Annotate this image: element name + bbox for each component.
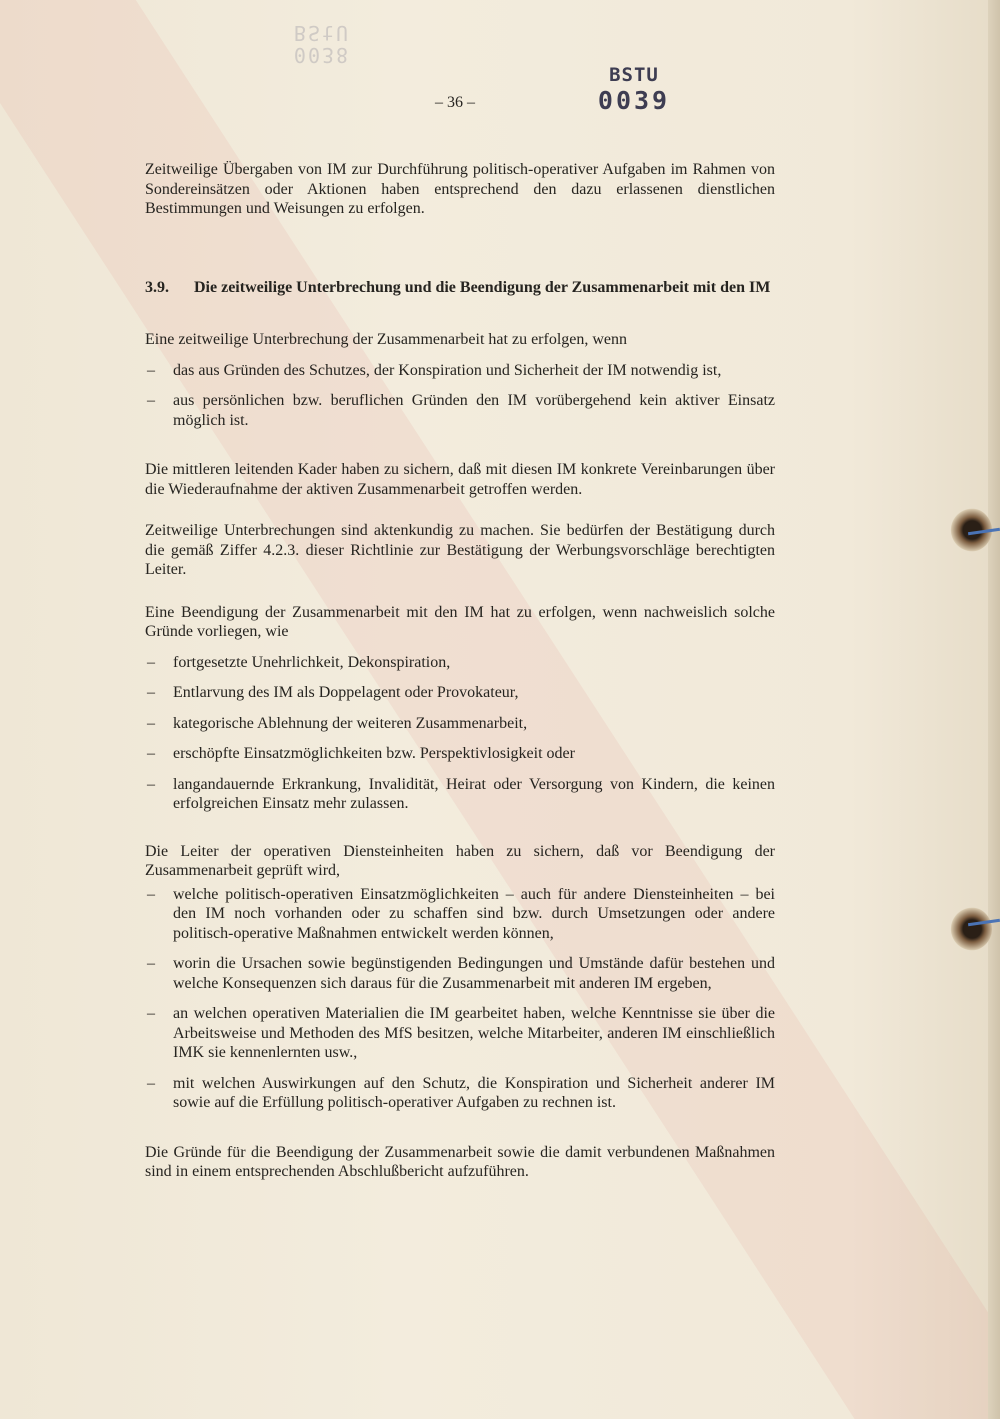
list-item — [145, 775, 775, 814]
section-title: Die zeitweilige Unterbrechung und die Beendigung der Zusammenarbeit mit den IM — [194, 278, 771, 296]
dash-bullet: – — [147, 684, 155, 701]
archive-stamp-number: 0039 — [597, 86, 671, 115]
dash-bullet: – — [147, 955, 155, 972]
list-item-text: mit welchen Auswirkungen auf den Schutz, die Konspiration und Sicherheit anderer IM sowie auf die Erfüllung politisch-operativer Aufgaben zu rechnen ist. — [173, 1074, 775, 1111]
dash-bullet: – — [147, 653, 155, 671]
dash-bullet: – — [147, 1005, 155, 1022]
agreements-paragraph: Die mittleren leitenden Kader haben zu sichern, daß mit diesen IM konkrete Vereinbarungen über die Wiederaufnahme der aktiven Zusammenarbeit getroffen werden. — [145, 461, 775, 498]
faint-archive-stamp — [272, 22, 372, 66]
list-item-text: erschöpfte Einsatzmöglichkeiten bzw. Perspektivlosigkeit oder — [173, 745, 575, 762]
archive-stamp — [584, 64, 684, 115]
termination-lead: Eine Beendigung der Zusammenarbeit mit den IM hat zu erfolgen, wenn nachweislich solche Gründe vorliegen, wie — [145, 603, 775, 640]
faint-stamp-bottom-line: 0038 — [293, 43, 351, 67]
dash-bullet: – — [147, 714, 155, 732]
list-item — [145, 954, 775, 993]
page-number: – 36 – — [435, 94, 475, 111]
list-item — [145, 391, 775, 430]
list-item — [145, 683, 775, 703]
list-item-text: welche politisch-operativen Einsatzmöglichkeiten – auch für andere Diensteinheiten – bei den IM noch vorhanden oder zu schaffen sind bzw. durch Umsetzungen oder andere politisch-operative Maßnahmen entwickelt werden können, — [173, 885, 775, 942]
list-item — [145, 885, 775, 944]
intro-paragraph: Zeitweilige Übergaben von IM zur Durchführung politisch-operativer Aufgaben im Rahmen von Sondereinsätzen oder Aktionen haben entsprechend den dazu erlassenen dienstlichen Bestimmungen und Weisungen zu erfolgen. — [145, 161, 775, 217]
archive-stamp-label: BSTU — [609, 64, 659, 86]
dash-bullet: – — [147, 745, 155, 762]
list-item — [145, 361, 775, 381]
dash-bullet: – — [147, 1074, 155, 1092]
list-item-text: worin die Ursachen sowie begünstigenden Bedingungen und Umstände dafür bestehen und welche Konsequenzen sich daraus für die Zusammenarbeit mit anderen IM ergeben, — [173, 955, 775, 992]
dash-bullet: – — [147, 775, 155, 793]
list-item — [145, 1074, 775, 1113]
list-item-text: das aus Gründen des Schutzes, der Konspiration und Sicherheit der IM notwendig ist, — [173, 361, 722, 379]
list-item — [145, 744, 775, 764]
dash-bullet: – — [147, 392, 155, 409]
dash-bullet: – — [147, 885, 155, 903]
punch-hole-lower — [948, 907, 992, 951]
page-edge — [988, 0, 1000, 1419]
list-item-text: Entlarvung des IM als Doppelagent oder Provokateur, — [173, 684, 519, 701]
termination-list — [145, 653, 775, 814]
dash-bullet: – — [147, 361, 155, 379]
section-heading — [145, 278, 775, 298]
list-item — [145, 653, 775, 673]
list-item-text: aus persönlichen bzw. beruflichen Gründen den IM vorübergehend kein aktiver Einsatz möglich ist. — [173, 392, 775, 429]
list-item-text: kategorische Ablehnung der weiteren Zusammenarbeit, — [173, 714, 528, 732]
closing-paragraph: Die Gründe für die Beendigung der Zusammenarbeit sowie die damit verbundenen Maßnahmen sind in einem entsprechenden Abschlußbericht aufzuführen. — [145, 1143, 775, 1180]
verification-lead: Die Leiter der operativen Diensteinheiten haben zu sichern, daß vor Beendigung der Zusammenarbeit geprüft wird, — [145, 842, 775, 879]
interruption-list — [145, 361, 775, 431]
faint-stamp-top-line: BStU — [293, 21, 351, 45]
interruption-lead: Eine zeitweilige Unterbrechung der Zusammenarbeit hat zu erfolgen, wenn — [145, 331, 628, 348]
list-item-text: langandauernde Erkrankung, Invalidität, Heirat oder Versorgung von Kindern, die keinen erfolgreichen Einsatz mehr zulassen. — [173, 775, 775, 812]
list-item — [145, 1004, 775, 1063]
list-item-text: an welchen operativen Materialien die IM gearbeitet haben, welche Kenntnisse sie über die Arbeitsweise und Methoden des MfS besitzen, welche Mitarbeiter, anderen IM einschließlich IMK sie kennenlernten usw., — [173, 1005, 775, 1061]
document-body — [145, 160, 775, 1182]
list-item — [145, 714, 775, 734]
list-item-text: fortgesetzte Unehrlichkeit, Dekonspiration, — [173, 653, 451, 671]
verification-list — [145, 885, 775, 1113]
documentation-paragraph: Zeitweilige Unterbrechungen sind aktenkundig zu machen. Sie bedürfen der Bestätigung durch die gemäß Ziffer 4.2.3. dieser Richtlinie zur Bestätigung der Werbungsvorschläge berechtigten Leiter. — [145, 522, 775, 578]
section-number: 3.9. — [145, 278, 169, 296]
